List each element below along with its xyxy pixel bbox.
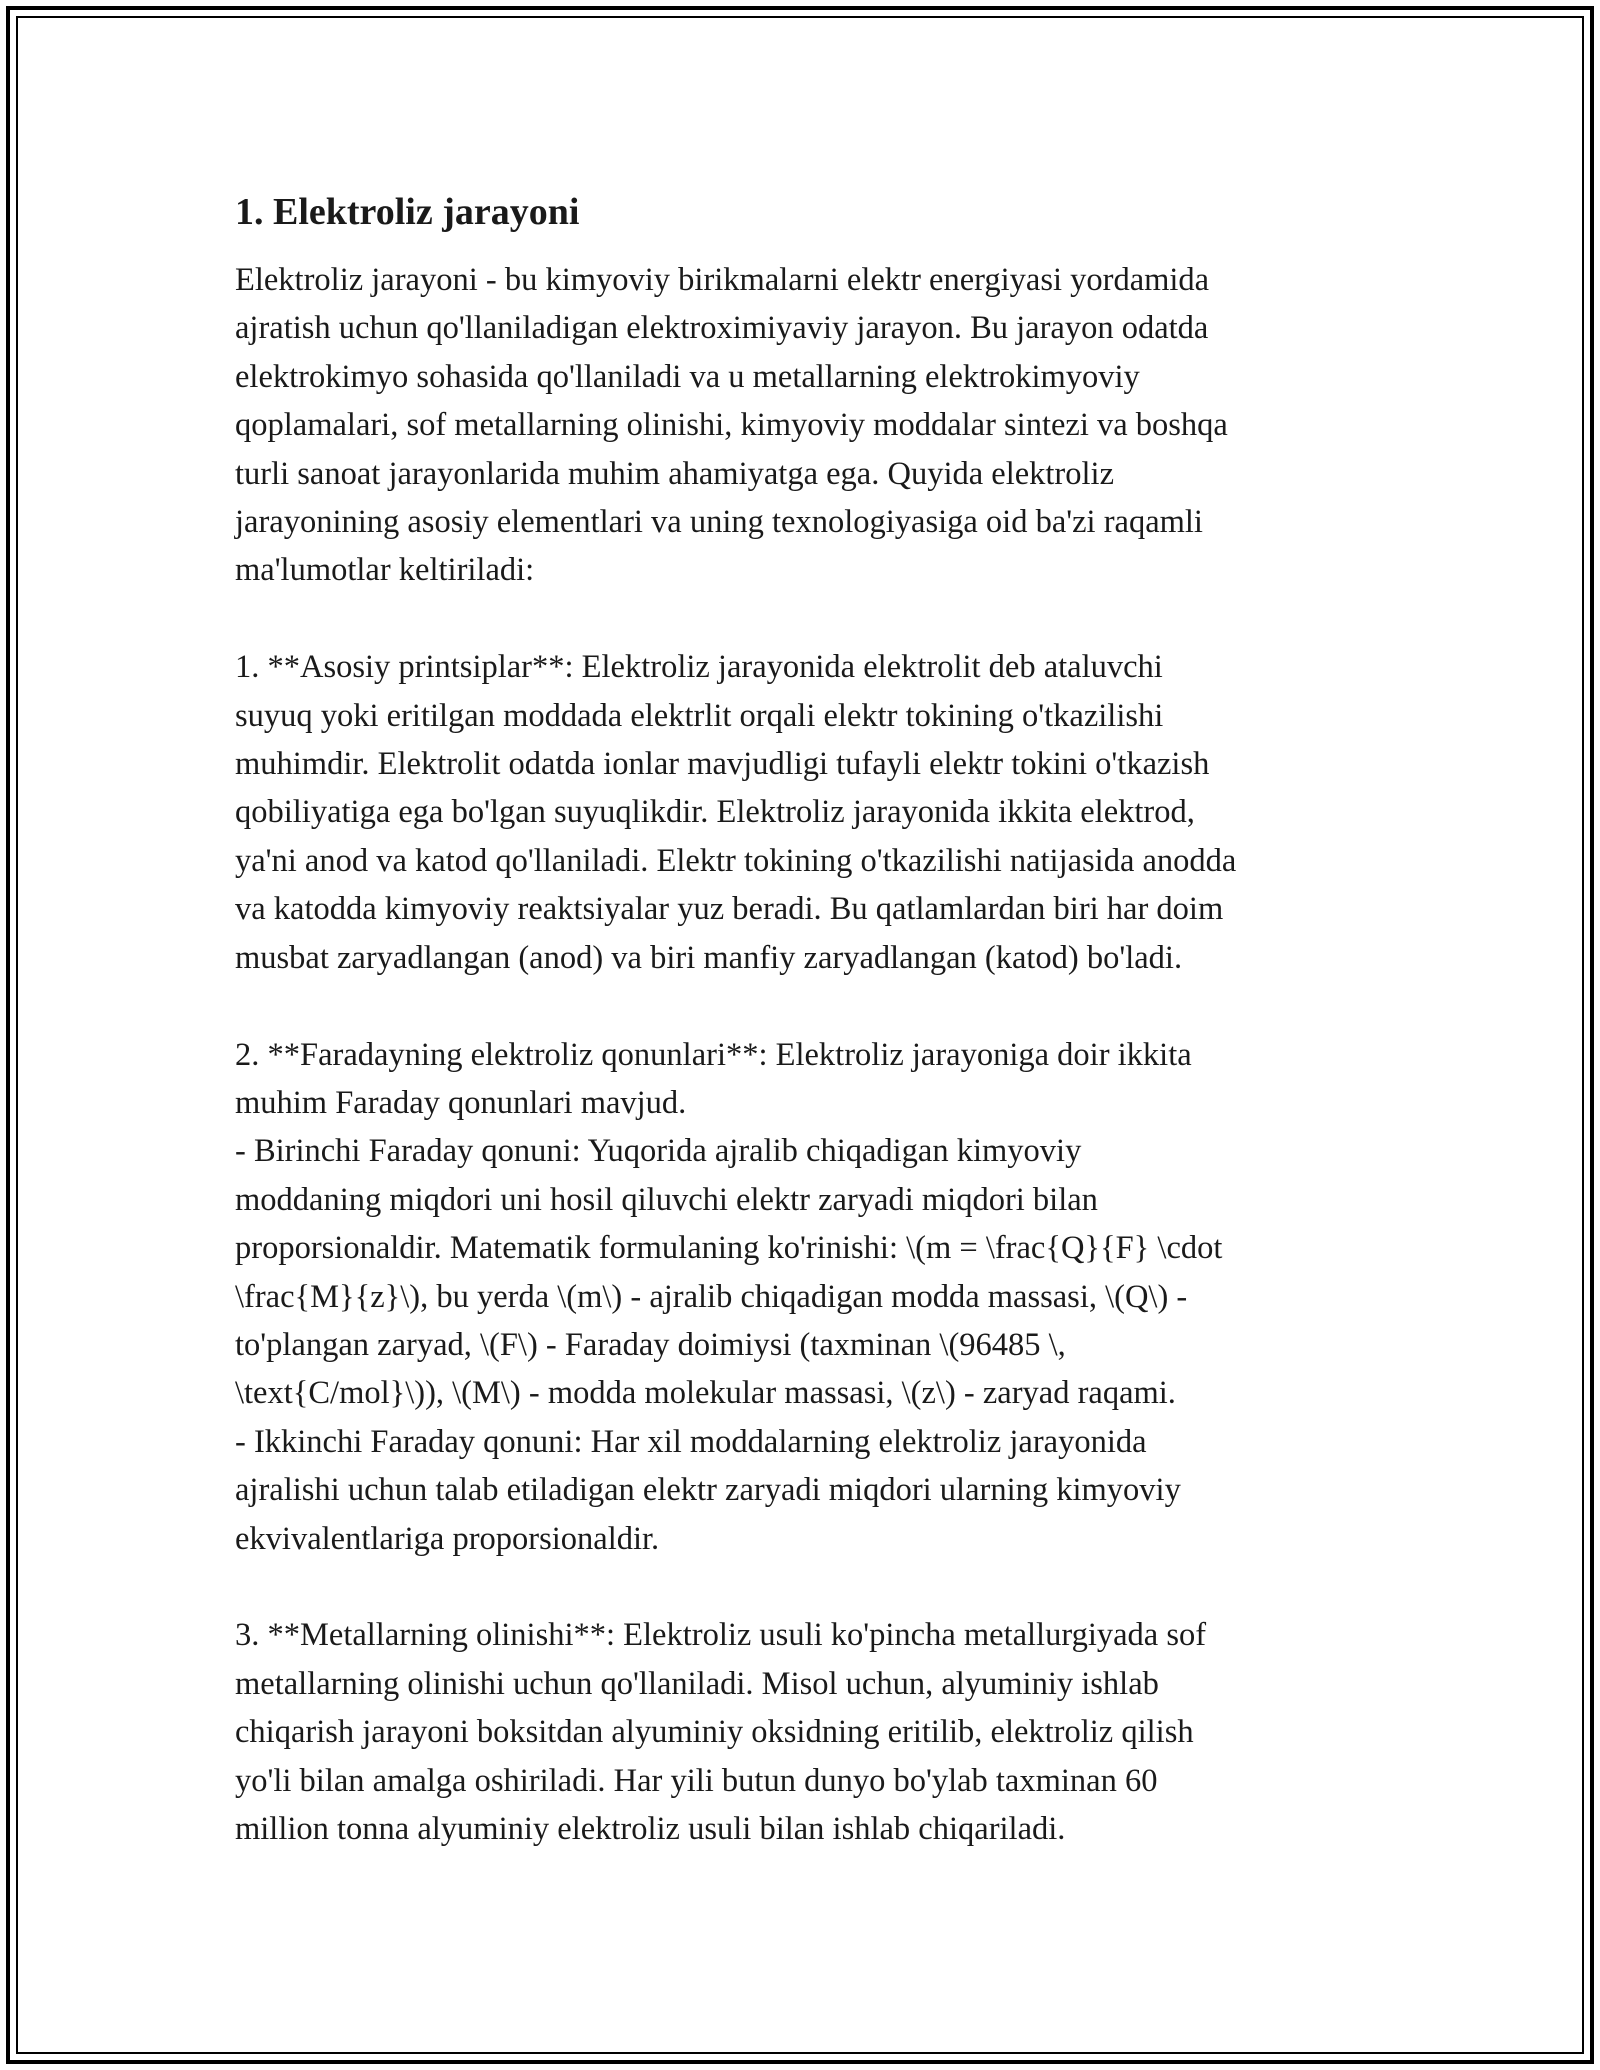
section-heading: 1. Elektroliz jarayoni — [235, 191, 580, 233]
body-text: Elektroliz jarayoni - bu kimyoviy birikmalarni elektr energiyasi yordamida ajratish uchun qo'llaniladigan elektroximiyaviy jarayon. Bu jarayon odatda elektrokimyo sohasida qo'llaniladi va u metallarning elektrokimyoviy qoplamalari, sof metallarning olinishi, kimyoviy moddalar sintezi va boshqa turli sanoat jarayonlarida muhim ahamiyatga ega. Quyida elektroliz jarayonining asosiy elementlari va uning texnologiyasiga oid ba'zi raqamli ma'lumotlar keltiriladi: 1. **Asosiy printsiplar**: Elektroliz jarayonida elektrolit deb ataluvchi suyuq yoki eritilgan moddada elektrlit orqali elektr tokining o'tkazilishi muhimdir. Elektrolit odatda ionlar mavjudligi tufayli elektr tokini o'tkazish qobiliyatiga ega bo'lgan suyuqlikdir. Elektroliz jarayonida ikkita elektrod, ya'ni anod va katod qo'llaniladi. Elektr tokining o'tkazilishi natijasida anodda va katodda kimyoviy reaktsiyalar yuz beradi. Bu qatlamlardan biri har doim musbat zaryadlangan (anod) va biri manfiy zaryadlangan (katod) bo'ladi. 2. **Faradayning elektroliz qonunlari**: Elektroliz jarayoniga doir ikkita muhim Faraday qonunlari mavjud. - Birinchi Faraday qonuni: Yuqorida ajralib chiqadigan kimyoviy moddaning miqdori uni hosil qiluvchi elektr zaryadi miqdori bilan proporsionaldir. Matematik formulaning ko'rinishi: \(m = \frac{Q}{F} \cdot \frac{M}{z}\), bu yerda \(m\) - ajralib chiqadigan modda massasi, \(Q\) - to'plangan zaryad, \(F\) - Faraday doimiysi (taxminan \(96485 \, \text{C/mol}\)), \(M\) - modda molekular massasi, \(z\) - zaryad raqami. - Ikkinchi Faraday qonuni: Har xil moddalarning elektroliz jarayonida ajralishi uchun talab etiladigan elektr zaryadi miqdori ularning kimyoviy ekvivalentlariga proporsionaldir. 3. **Metallarning olinishi**: Elektroliz usuli ko'pincha metallurgiyada sof metallarning olinishi uchun qo'llaniladi. Misol uchun, alyuminiy ishlab chiqarish jarayoni boksitdan alyuminiy oksidning eritilib, elektroliz qilish yo'li bilan amalga oshiriladi. Har yili butun dunyo bo'ylab taxminan 60 million tonna alyuminiy elektroliz usuli bilan ishlab chiqariladi. — [235, 262, 1237, 1847]
document-content — [235, 186, 1375, 1853]
